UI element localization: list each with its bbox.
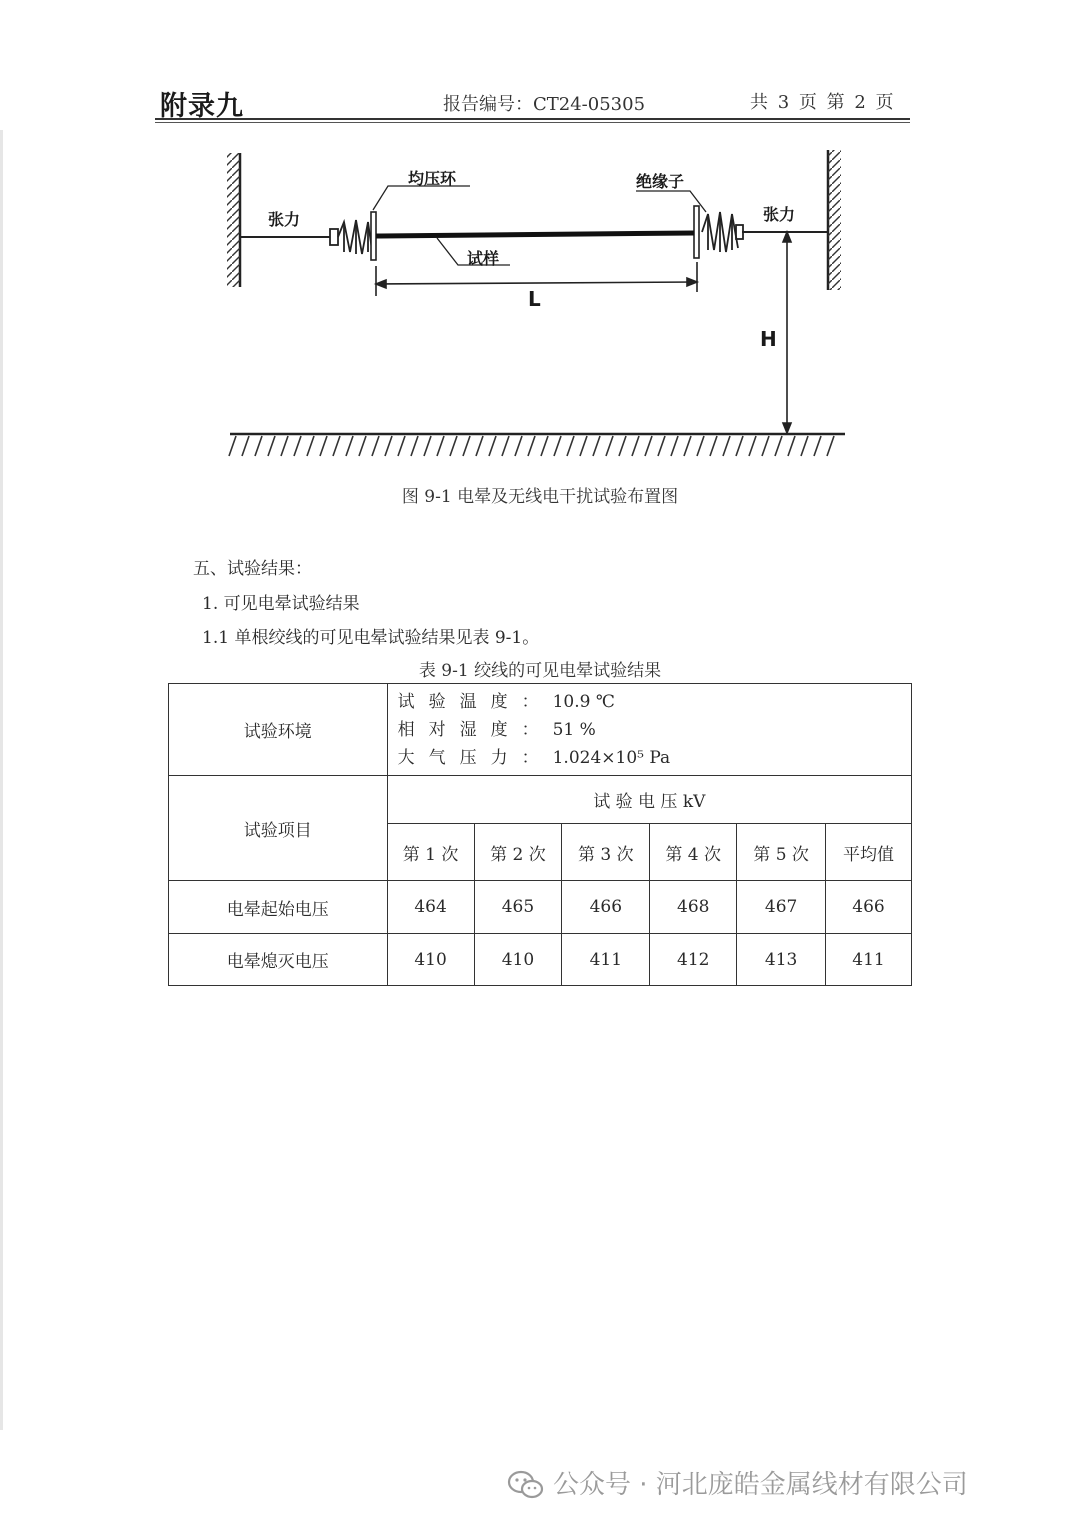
- ground-hatch-stroke: [593, 436, 600, 456]
- report-number: 报告编号：CT24-05305: [443, 94, 646, 115]
- table-cell: 468: [650, 881, 737, 934]
- ground-hatch-stroke: [294, 436, 301, 456]
- ground-hatch-stroke: [580, 436, 587, 456]
- subsection-text: 1.1 单根绞线的可见电晕试验结果见表 9-1。: [202, 628, 540, 648]
- ground-hatch-stroke: [268, 436, 275, 456]
- col-header: 平均值: [826, 824, 912, 881]
- ground-hatch-stroke: [762, 436, 769, 456]
- ground-hatch-stroke: [606, 436, 613, 456]
- ground-hatch-stroke: [814, 436, 821, 456]
- ground-hatch-stroke: [632, 436, 639, 456]
- ground-hatch-stroke: [255, 436, 262, 456]
- ground-hatch-stroke: [775, 436, 782, 456]
- page-indicator: 共 3 页 第 2 页: [750, 92, 896, 113]
- table-cell: 465: [474, 881, 562, 934]
- header-rule: [155, 118, 910, 120]
- table-cell: 412: [650, 934, 737, 986]
- figure-caption: 图 9-1 电晕及无线电干扰试验布置图: [401, 487, 679, 507]
- height-dimension: [783, 232, 791, 433]
- ground-hatch-stroke: [515, 436, 522, 456]
- table-caption: 表 9-1 绞线的可见电晕试验结果: [418, 661, 662, 681]
- row-label: 电晕起始电压: [169, 881, 388, 934]
- table-row: [169, 881, 912, 934]
- ground-hatch-stroke: [645, 436, 652, 456]
- label-insulator: 绝缘子: [636, 172, 685, 191]
- header-rule-thin: [155, 122, 910, 123]
- ground-hatch-stroke: [541, 436, 548, 456]
- env-values: [387, 684, 911, 776]
- env-humidity: 相对湿度：51 %: [397, 719, 596, 740]
- ground-hatch-stroke: [723, 436, 730, 456]
- appendix-title: 附录九: [160, 91, 244, 122]
- ground-hatch-stroke: [372, 436, 379, 456]
- ground-hatch-stroke: [684, 436, 691, 456]
- col-header: 第 4 次: [650, 824, 737, 881]
- table-cell: 464: [387, 881, 474, 934]
- ground-hatch-stroke: [502, 436, 509, 456]
- table-cell: 411: [826, 934, 912, 986]
- ground-hatch-stroke: [827, 436, 834, 456]
- ground-hatch-stroke: [359, 436, 366, 456]
- ground-hatch-stroke: [658, 436, 665, 456]
- table-cell: 410: [474, 934, 562, 986]
- ground-hatch-stroke: [736, 436, 743, 456]
- col-header: 第 3 次: [562, 824, 650, 881]
- right-wall: [828, 150, 841, 290]
- ground-hatch-stroke: [619, 436, 626, 456]
- ground-hatch-stroke: [242, 436, 249, 456]
- ground-hatch-stroke: [398, 436, 405, 456]
- item-header-row: [169, 776, 912, 824]
- row-label: 电晕熄灭电压: [169, 934, 388, 986]
- label-grading-ring: 均压环: [408, 169, 457, 188]
- ground-hatch-stroke: [567, 436, 574, 456]
- ground-hatch-stroke: [333, 436, 340, 456]
- left-insulator: [330, 220, 372, 254]
- label-tension-left: 张力: [268, 210, 301, 229]
- ground-hatch-stroke: [554, 436, 561, 456]
- left-wall: [227, 153, 240, 287]
- label-height: H: [760, 327, 777, 351]
- grading-ring-leader: [373, 186, 470, 210]
- ground-hatch-stroke: [749, 436, 756, 456]
- ground-hatch-stroke: [801, 436, 808, 456]
- corona-results-table: [168, 683, 912, 986]
- ground-hatch-stroke: [307, 436, 314, 456]
- ground-hatch-stroke: [385, 436, 392, 456]
- ground-hatch-stroke: [450, 436, 457, 456]
- test-layout-diagram: [0, 130, 1080, 470]
- ground-hatch-stroke: [320, 436, 327, 456]
- env-label: 试验环境: [169, 684, 388, 776]
- label-sample: 试样: [467, 249, 500, 268]
- subsection-heading: 1. 可见电晕试验结果: [202, 594, 360, 614]
- ground-hatch-stroke: [528, 436, 535, 456]
- table-cell: 467: [737, 881, 826, 934]
- section-heading: 五、试验结果：: [193, 559, 312, 579]
- watermark-text: 公众号 · 河北庞皓金属线材有限公司: [553, 1470, 968, 1500]
- table-cell: 411: [562, 934, 650, 986]
- wechat-icon: [506, 1468, 546, 1502]
- voltage-header: 试 验 电 压 kV: [387, 776, 911, 824]
- label-tension-right: 张力: [763, 205, 796, 224]
- col-header: 第 5 次: [737, 824, 826, 881]
- table-cell: 410: [387, 934, 474, 986]
- env-row: [169, 684, 912, 776]
- table-row: [169, 934, 912, 986]
- right-insulator: [702, 212, 743, 252]
- right-grading-ring: [694, 206, 699, 258]
- ground-line: [229, 434, 845, 456]
- table-cell: 413: [737, 934, 826, 986]
- ground-hatch-stroke: [697, 436, 704, 456]
- table-cell: 466: [562, 881, 650, 934]
- ground-hatch-stroke: [229, 436, 236, 456]
- label-length: L: [528, 287, 541, 311]
- ground-hatch-stroke: [788, 436, 795, 456]
- table-cell: 466: [826, 881, 912, 934]
- ground-hatch-stroke: [671, 436, 678, 456]
- ground-hatch-stroke: [281, 436, 288, 456]
- env-temperature: 试验温度：10.9 ℃: [397, 691, 615, 712]
- left-grading-ring: [371, 212, 376, 260]
- item-label: 试验项目: [169, 776, 388, 881]
- ground-hatch-stroke: [463, 436, 470, 456]
- env-pressure: 大气压力：1.024×10⁵ Pa: [397, 747, 671, 768]
- ground-hatch-stroke: [437, 436, 444, 456]
- ground-hatch-stroke: [411, 436, 418, 456]
- ground-hatch-stroke: [346, 436, 353, 456]
- ground-hatch-stroke: [476, 436, 483, 456]
- ground-hatch-stroke: [489, 436, 496, 456]
- ground-hatch-stroke: [710, 436, 717, 456]
- ground-hatch-stroke: [424, 436, 431, 456]
- col-header: 第 1 次: [387, 824, 474, 881]
- col-header: 第 2 次: [474, 824, 562, 881]
- test-sample-conductor: [376, 233, 694, 236]
